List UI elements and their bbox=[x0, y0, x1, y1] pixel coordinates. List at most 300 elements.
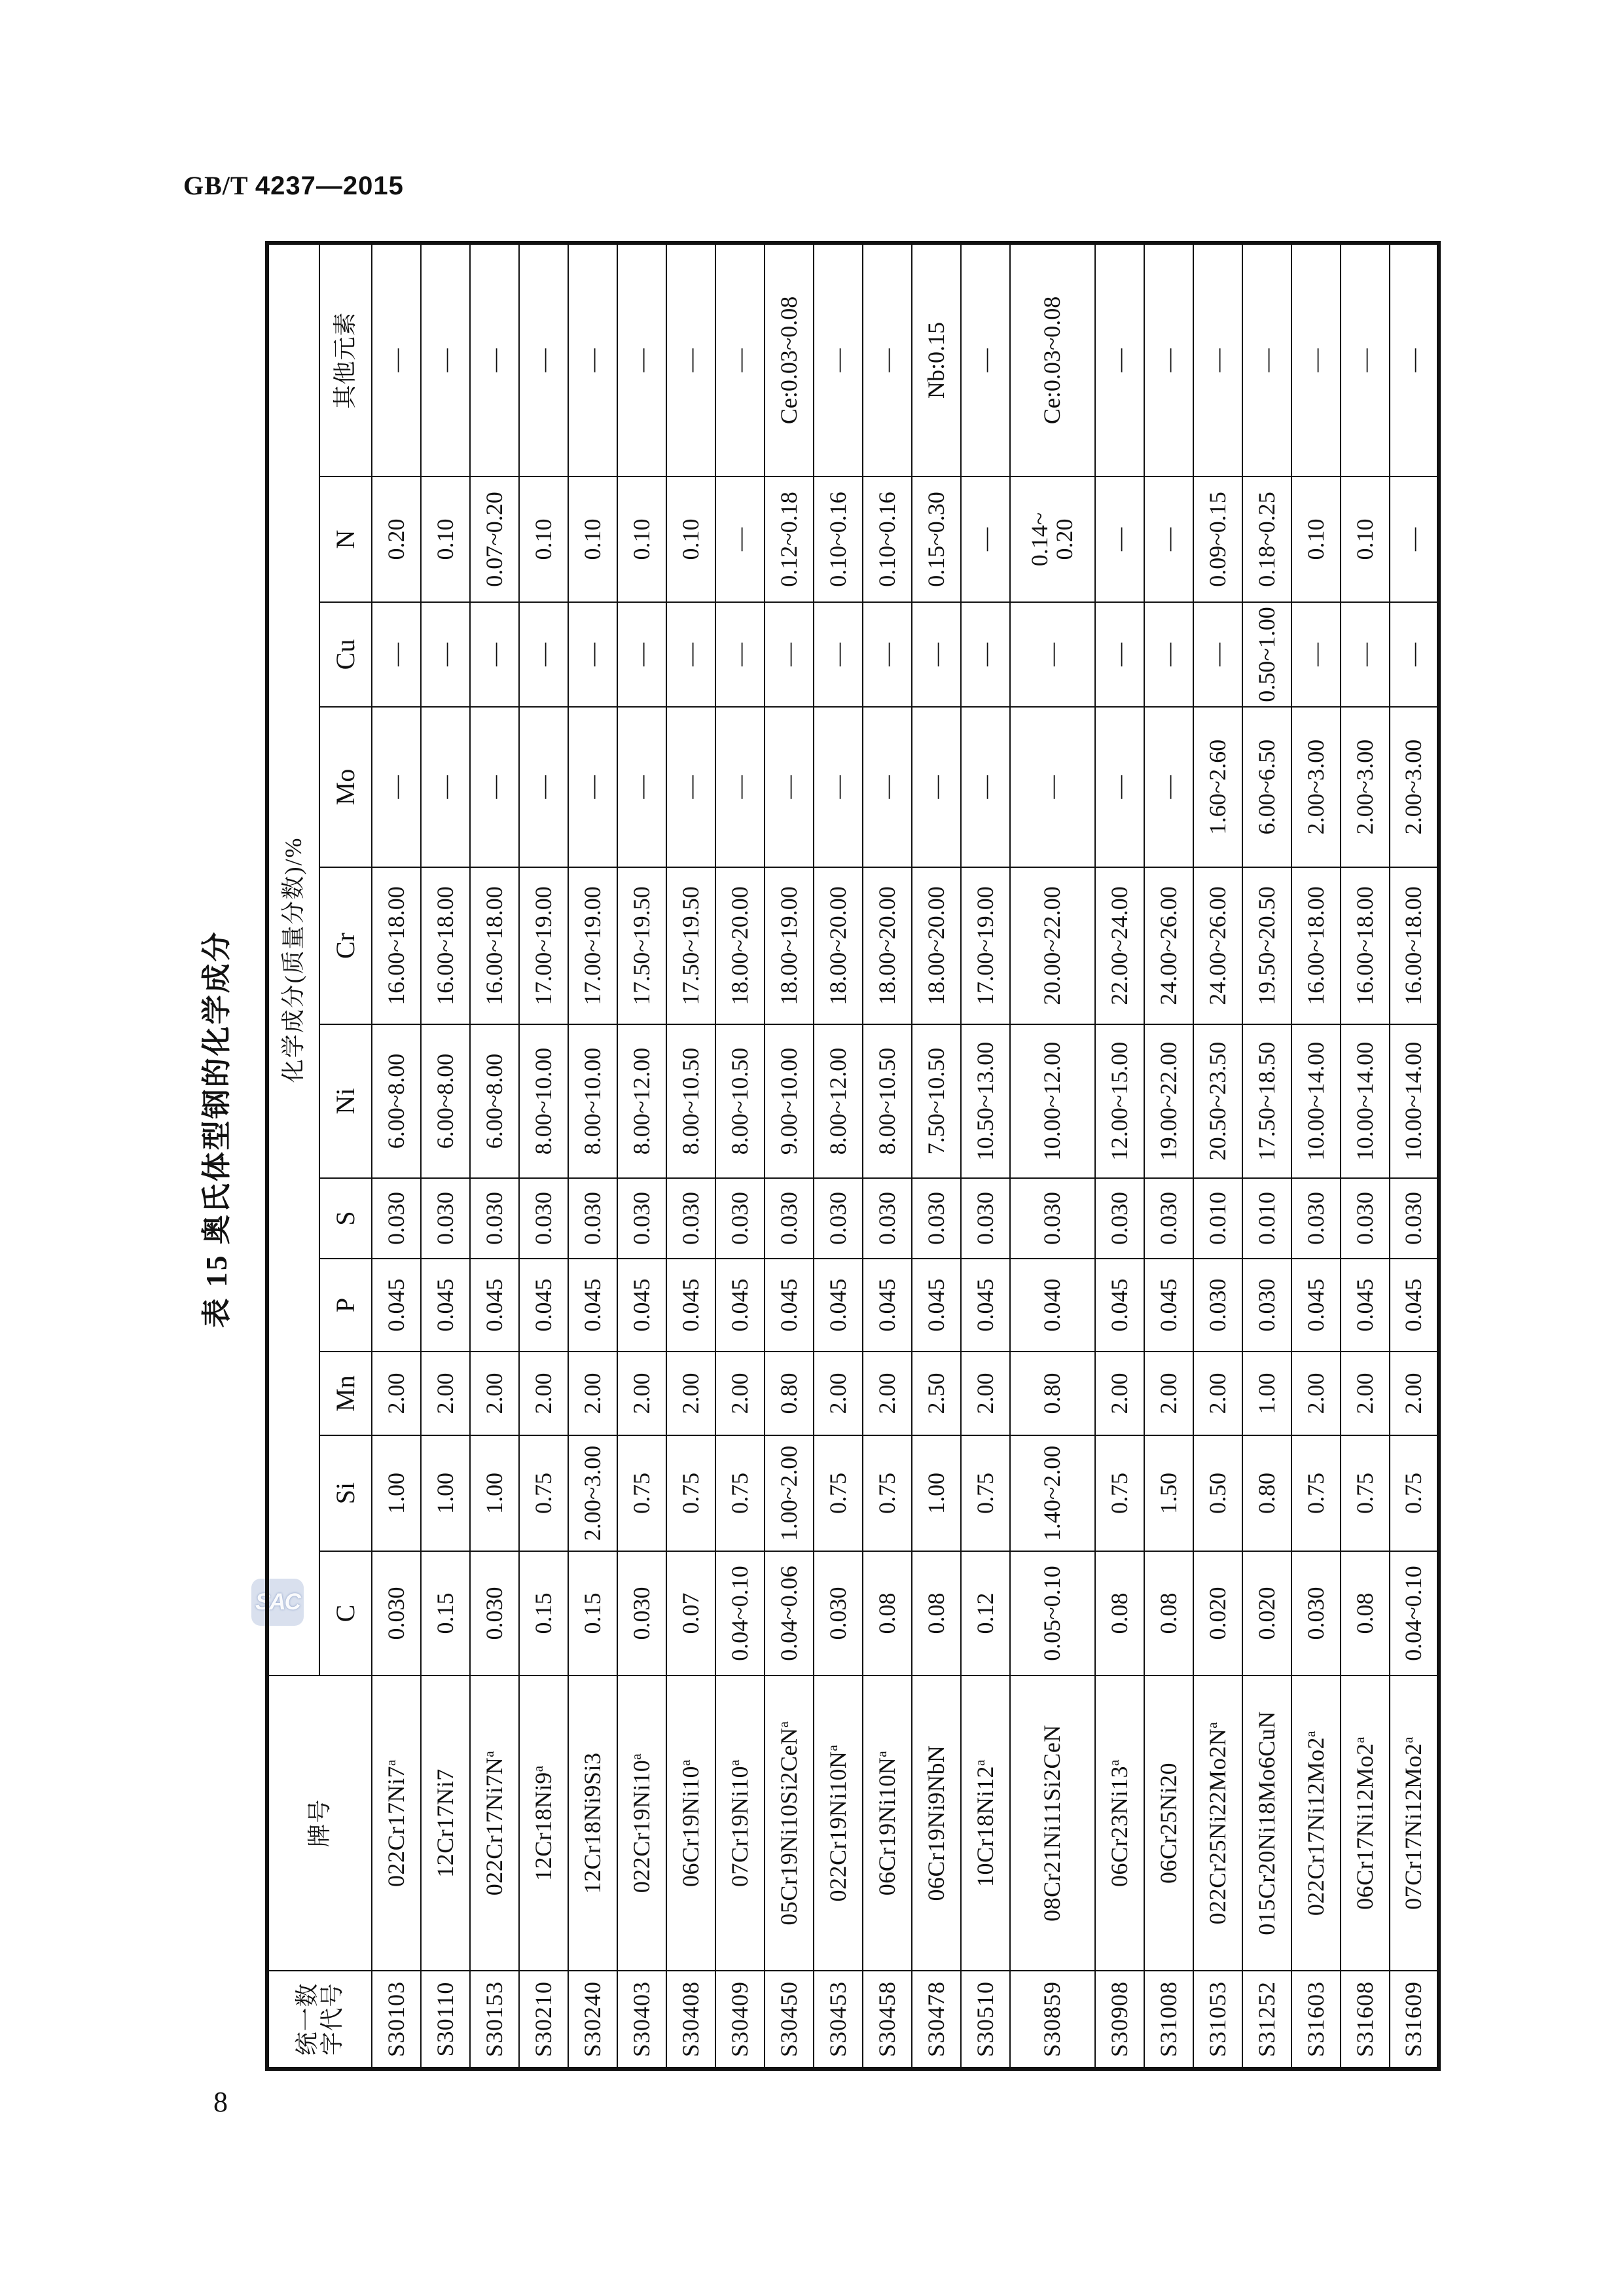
value-cell-P: 0.045 bbox=[715, 1259, 765, 1352]
value-cell-Cu: — bbox=[617, 602, 666, 707]
table-row-S30478 bbox=[912, 243, 961, 2069]
value-cell-Mo: — bbox=[765, 707, 814, 867]
value-cell-其他元素: — bbox=[1144, 243, 1193, 476]
value-cell-Ni: 10.50~13.00 bbox=[961, 1024, 1010, 1178]
value-cell-C: 0.15 bbox=[519, 1551, 568, 1676]
value-cell-C: 0.030 bbox=[814, 1551, 863, 1676]
grade-cell: 022Cr17Ni12Mo2$^a$ bbox=[1291, 1676, 1341, 1971]
grade-cell: 12Cr18Ni9$^a$ bbox=[519, 1676, 568, 1971]
value-cell-Mo: — bbox=[912, 707, 961, 867]
value-cell-N: 0.10~0.16 bbox=[863, 476, 912, 602]
value-cell-Si: 0.75 bbox=[961, 1435, 1010, 1551]
value-cell-C: 0.08 bbox=[1341, 1551, 1390, 1676]
grade-cell: 05Cr19Ni10Si2CeN$^a$ bbox=[765, 1676, 814, 1971]
table-row-S31008 bbox=[1144, 243, 1193, 2069]
value-cell-Si: 1.50 bbox=[1144, 1435, 1193, 1551]
value-cell-C: 0.15 bbox=[568, 1551, 617, 1676]
value-cell-Mo: 2.00~3.00 bbox=[1291, 707, 1341, 867]
value-cell-P: 0.045 bbox=[421, 1259, 470, 1352]
value-cell-Mn: 2.00 bbox=[863, 1352, 912, 1435]
value-cell-N: 0.09~0.15 bbox=[1193, 476, 1242, 602]
grade-cell: 12Cr18Ni9Si3 bbox=[568, 1676, 617, 1971]
value-cell-Cr: 16.00~18.00 bbox=[1341, 867, 1390, 1024]
value-cell-N: 0.10 bbox=[1341, 476, 1390, 602]
unified-code-cell: S30210 bbox=[519, 1971, 568, 2069]
footnote-marker: a bbox=[824, 1744, 840, 1751]
unified-code-cell: S30403 bbox=[617, 1971, 666, 2069]
value-cell-C: 0.15 bbox=[421, 1551, 470, 1676]
unified-code-cell: S31603 bbox=[1291, 1971, 1341, 2069]
footnote-marker: a bbox=[775, 1721, 791, 1728]
value-cell-N: 0.10~0.16 bbox=[814, 476, 863, 602]
value-cell-N: 0.10 bbox=[666, 476, 715, 602]
value-cell-Cu: — bbox=[765, 602, 814, 707]
grade-cell: 08Cr21Ni11Si2CeN bbox=[1010, 1676, 1095, 1971]
unified-code-cell: S30458 bbox=[863, 1971, 912, 2069]
footnote-marker: a bbox=[677, 1759, 693, 1767]
value-cell-Mn: 2.00 bbox=[1095, 1352, 1144, 1435]
value-cell-其他元素: — bbox=[961, 243, 1010, 476]
value-cell-Si: 0.75 bbox=[715, 1435, 765, 1551]
value-cell-Mn: 2.00 bbox=[470, 1352, 519, 1435]
value-cell-其他元素: — bbox=[666, 243, 715, 476]
value-cell-N: 0.10 bbox=[519, 476, 568, 602]
value-cell-Cr: 16.00~18.00 bbox=[1291, 867, 1341, 1024]
value-cell-C: 0.08 bbox=[1144, 1551, 1193, 1676]
value-cell-S: 0.030 bbox=[1390, 1178, 1439, 1259]
value-cell-Ni: 10.00~12.00 bbox=[1010, 1024, 1095, 1178]
value-cell-N: — bbox=[961, 476, 1010, 602]
value-cell-Ni: 8.00~10.00 bbox=[519, 1024, 568, 1178]
value-cell-Si: 0.75 bbox=[1341, 1435, 1390, 1551]
table-row-S31608 bbox=[1341, 243, 1390, 2069]
value-cell-其他元素: — bbox=[421, 243, 470, 476]
table-row-S30408 bbox=[666, 243, 715, 2069]
value-cell-Mo: — bbox=[814, 707, 863, 867]
value-cell-Ni: 6.00~8.00 bbox=[421, 1024, 470, 1178]
value-cell-Cr: 24.00~26.00 bbox=[1193, 867, 1242, 1024]
value-cell-Mn: 1.00 bbox=[1242, 1352, 1291, 1435]
value-cell-其他元素: — bbox=[568, 243, 617, 476]
value-cell-Mo: 2.00~3.00 bbox=[1341, 707, 1390, 867]
value-cell-C: 0.08 bbox=[912, 1551, 961, 1676]
grade-cell: 07Cr19Ni10$^a$ bbox=[715, 1676, 765, 1971]
value-cell-Ni: 10.00~14.00 bbox=[1291, 1024, 1341, 1178]
value-cell-Ni: 17.50~18.50 bbox=[1242, 1024, 1291, 1178]
footnote-marker: a bbox=[971, 1759, 988, 1767]
footnote-marker: a bbox=[382, 1759, 399, 1767]
value-cell-Cu: — bbox=[715, 602, 765, 707]
value-cell-Si: 0.75 bbox=[814, 1435, 863, 1551]
value-cell-Cr: 18.00~20.00 bbox=[814, 867, 863, 1024]
value-cell-Ni: 8.00~10.50 bbox=[863, 1024, 912, 1178]
table-row-S30153 bbox=[470, 243, 519, 2069]
value-cell-Cu: — bbox=[814, 602, 863, 707]
unified-code-cell: S31008 bbox=[1144, 1971, 1193, 2069]
value-cell-Cu: — bbox=[863, 602, 912, 707]
value-cell-S: 0.030 bbox=[666, 1178, 715, 1259]
value-cell-Cu: — bbox=[1144, 602, 1193, 707]
value-cell-Mn: 2.00 bbox=[814, 1352, 863, 1435]
composition-table bbox=[265, 241, 1441, 2071]
value-cell-其他元素: — bbox=[1242, 243, 1291, 476]
footnote-marker: a bbox=[873, 1750, 890, 1757]
value-cell-Ni: 6.00~8.00 bbox=[470, 1024, 519, 1178]
value-cell-C: 0.030 bbox=[1291, 1551, 1341, 1676]
value-cell-其他元素: — bbox=[1341, 243, 1390, 476]
value-cell-其他元素: — bbox=[470, 243, 519, 476]
table-row-S31603 bbox=[1291, 243, 1341, 2069]
unified-code-cell: S31053 bbox=[1193, 1971, 1242, 2069]
value-cell-S: 0.030 bbox=[765, 1178, 814, 1259]
value-cell-Cu: — bbox=[1095, 602, 1144, 707]
value-cell-N: 0.10 bbox=[568, 476, 617, 602]
table-row-S30510 bbox=[961, 243, 1010, 2069]
value-cell-S: 0.030 bbox=[863, 1178, 912, 1259]
value-cell-P: 0.045 bbox=[1390, 1259, 1439, 1352]
unified-code-cell: S30153 bbox=[470, 1971, 519, 2069]
grade-cell: 015Cr20Ni18Mo6CuN bbox=[1242, 1676, 1291, 1971]
table-row-S30210 bbox=[519, 243, 568, 2069]
value-cell-Cr: 19.50~20.50 bbox=[1242, 867, 1291, 1024]
value-cell-S: 0.030 bbox=[814, 1178, 863, 1259]
value-cell-N: 0.20 bbox=[372, 476, 421, 602]
value-cell-Mo: — bbox=[666, 707, 715, 867]
grade-cell: $06Cr19Ni10N^a$ bbox=[863, 1676, 912, 1971]
value-cell-Si: 0.75 bbox=[1095, 1435, 1144, 1551]
value-cell-P: 0.045 bbox=[1144, 1259, 1193, 1352]
unified-code-cell: S30409 bbox=[715, 1971, 765, 2069]
grade-cell: 022Cr19Ni10$^a$ bbox=[617, 1676, 666, 1971]
value-cell-P: 0.030 bbox=[1242, 1259, 1291, 1352]
footnote-marker: a bbox=[726, 1759, 742, 1767]
grade-cell: 06Cr19Ni9NbN bbox=[912, 1676, 961, 1971]
value-cell-Mo: — bbox=[1095, 707, 1144, 867]
value-cell-其他元素: — bbox=[519, 243, 568, 476]
value-cell-Cu: — bbox=[519, 602, 568, 707]
value-cell-P: 0.045 bbox=[372, 1259, 421, 1352]
value-cell-Ni: 8.00~10.50 bbox=[715, 1024, 765, 1178]
value-cell-N: 0.10 bbox=[617, 476, 666, 602]
value-cell-Si: 1.00~2.00 bbox=[765, 1435, 814, 1551]
value-cell-Mn: 2.00 bbox=[1291, 1352, 1341, 1435]
value-cell-S: 0.030 bbox=[1010, 1178, 1095, 1259]
value-cell-N: — bbox=[1095, 476, 1144, 602]
value-cell-S: 0.030 bbox=[715, 1178, 765, 1259]
unified-code-cell: S30510 bbox=[961, 1971, 1010, 2069]
value-cell-Cr: 17.00~19.00 bbox=[519, 867, 568, 1024]
footnote-marker: a bbox=[1351, 1736, 1367, 1744]
grade-cell: $022Cr17Ni7N^a$ bbox=[470, 1676, 519, 1971]
value-cell-Mn: 2.00 bbox=[1144, 1352, 1193, 1435]
table-row-S30403 bbox=[617, 243, 666, 2069]
column-header-element-Cu: Cu bbox=[319, 602, 372, 707]
grade-cell: 06Cr19Ni10$^a$ bbox=[666, 1676, 715, 1971]
value-cell-N: 0.10 bbox=[1291, 476, 1341, 602]
value-cell-P: 0.045 bbox=[617, 1259, 666, 1352]
value-cell-P: 0.045 bbox=[1341, 1259, 1390, 1352]
value-cell-C: 0.08 bbox=[863, 1551, 912, 1676]
rotated-table-region bbox=[265, 245, 1435, 2072]
value-cell-Si: 1.40~2.00 bbox=[1010, 1435, 1095, 1551]
value-cell-S: 0.030 bbox=[372, 1178, 421, 1259]
value-cell-Mo: — bbox=[1144, 707, 1193, 867]
value-cell-S: 0.030 bbox=[1144, 1178, 1193, 1259]
value-cell-Si: 1.00 bbox=[421, 1435, 470, 1551]
value-cell-Mn: 0.80 bbox=[1010, 1352, 1095, 1435]
footnote-marker: a bbox=[1302, 1730, 1318, 1738]
value-cell-其他元素: — bbox=[1095, 243, 1144, 476]
value-cell-Cr: 17.00~19.00 bbox=[568, 867, 617, 1024]
value-cell-N: 0.07~0.20 bbox=[470, 476, 519, 602]
value-cell-其他元素: — bbox=[715, 243, 765, 476]
value-cell-Si: 1.00 bbox=[470, 1435, 519, 1551]
value-cell-S: 0.030 bbox=[519, 1178, 568, 1259]
value-cell-Si: 1.00 bbox=[912, 1435, 961, 1551]
table-row-S30409 bbox=[715, 243, 765, 2069]
value-cell-C: 0.030 bbox=[372, 1551, 421, 1676]
value-cell-其他元素: — bbox=[617, 243, 666, 476]
value-cell-P: 0.045 bbox=[568, 1259, 617, 1352]
value-cell-Mo: — bbox=[421, 707, 470, 867]
value-cell-C: 0.05~0.10 bbox=[1010, 1551, 1095, 1676]
value-cell-Mo: 1.60~2.60 bbox=[1193, 707, 1242, 867]
value-cell-Mn: 2.00 bbox=[666, 1352, 715, 1435]
grade-cell: 022Cr17Ni7$^a$ bbox=[372, 1676, 421, 1971]
value-cell-Cr: 22.00~24.00 bbox=[1095, 867, 1144, 1024]
column-header-element-C: C bbox=[319, 1551, 372, 1676]
value-cell-其他元素: — bbox=[1291, 243, 1341, 476]
value-cell-N: — bbox=[1390, 476, 1439, 602]
value-cell-Ni: 10.00~14.00 bbox=[1341, 1024, 1390, 1178]
unified-code-cell: S30408 bbox=[666, 1971, 715, 2069]
unified-code-cell: S30103 bbox=[372, 1971, 421, 2069]
value-cell-S: 0.010 bbox=[1193, 1178, 1242, 1259]
value-cell-Cr: 16.00~18.00 bbox=[421, 867, 470, 1024]
value-cell-P: 0.045 bbox=[863, 1259, 912, 1352]
value-cell-C: 0.07 bbox=[666, 1551, 715, 1676]
value-cell-Cu: — bbox=[1341, 602, 1390, 707]
unified-code-cell: S31608 bbox=[1341, 1971, 1390, 2069]
unified-code-cell: S30859 bbox=[1010, 1971, 1095, 2069]
footnote-marker: a bbox=[1399, 1736, 1416, 1744]
value-cell-Ni: 20.50~23.50 bbox=[1193, 1024, 1242, 1178]
footnote-marker: a bbox=[1204, 1721, 1220, 1729]
value-cell-N: 0.15~0.30 bbox=[912, 476, 961, 602]
grade-cell: 10Cr18Ni12$^a$ bbox=[961, 1676, 1010, 1971]
column-header-element-其他元素: 其他元素 bbox=[319, 243, 372, 476]
value-cell-Mo: — bbox=[715, 707, 765, 867]
value-cell-Si: 2.00~3.00 bbox=[568, 1435, 617, 1551]
table-row-S31252 bbox=[1242, 243, 1291, 2069]
value-cell-S: 0.030 bbox=[961, 1178, 1010, 1259]
value-cell-C: 0.04~0.10 bbox=[715, 1551, 765, 1676]
value-cell-N: 0.10 bbox=[421, 476, 470, 602]
column-header-element-Ni: Ni bbox=[319, 1024, 372, 1178]
value-cell-Cr: 24.00~26.00 bbox=[1144, 867, 1193, 1024]
value-cell-Si: 0.75 bbox=[1291, 1435, 1341, 1551]
value-cell-S: 0.030 bbox=[568, 1178, 617, 1259]
value-cell-Cr: 16.00~18.00 bbox=[1390, 867, 1439, 1024]
value-cell-P: 0.045 bbox=[814, 1259, 863, 1352]
value-cell-Ni: 9.00~10.00 bbox=[765, 1024, 814, 1178]
value-cell-C: 0.020 bbox=[1193, 1551, 1242, 1676]
value-cell-S: 0.030 bbox=[1291, 1178, 1341, 1259]
value-cell-其他元素: — bbox=[863, 243, 912, 476]
column-header-unified-code: 统一数 字代号 bbox=[267, 1971, 372, 2069]
value-cell-S: 0.030 bbox=[617, 1178, 666, 1259]
value-cell-Cr: 17.00~19.00 bbox=[961, 867, 1010, 1024]
value-cell-Mn: 2.00 bbox=[1341, 1352, 1390, 1435]
value-cell-Mn: 2.00 bbox=[961, 1352, 1010, 1435]
unified-code-cell: S30110 bbox=[421, 1971, 470, 2069]
value-cell-Mo: 6.00~6.50 bbox=[1242, 707, 1291, 867]
value-cell-Mo: 2.00~3.00 bbox=[1390, 707, 1439, 867]
table-row-S30859 bbox=[1010, 243, 1095, 2069]
value-cell-其他元素: — bbox=[372, 243, 421, 476]
unified-code-cell: S30453 bbox=[814, 1971, 863, 2069]
value-cell-Cu: — bbox=[372, 602, 421, 707]
value-cell-P: 0.030 bbox=[1193, 1259, 1242, 1352]
value-cell-其他元素: — bbox=[814, 243, 863, 476]
value-cell-Mo: — bbox=[863, 707, 912, 867]
table-row-S31609 bbox=[1390, 243, 1439, 2069]
grade-cell: 06Cr25Ni20 bbox=[1144, 1676, 1193, 1971]
value-cell-其他元素: Ce:0.03~0.08 bbox=[765, 243, 814, 476]
value-cell-Mn: 0.80 bbox=[765, 1352, 814, 1435]
unified-code-cell: S30908 bbox=[1095, 1971, 1144, 2069]
value-cell-N: 0.14~ 0.20 bbox=[1010, 476, 1095, 602]
value-cell-Mo: — bbox=[372, 707, 421, 867]
value-cell-Mo: — bbox=[519, 707, 568, 867]
value-cell-Ni: 6.00~8.00 bbox=[372, 1024, 421, 1178]
value-cell-Cr: 18.00~19.00 bbox=[765, 867, 814, 1024]
value-cell-Ni: 8.00~12.00 bbox=[814, 1024, 863, 1178]
column-header-chemical-composition: 化学成分(质量分数)/% bbox=[267, 243, 319, 1676]
value-cell-Si: 1.00 bbox=[372, 1435, 421, 1551]
value-cell-Cr: 17.50~19.50 bbox=[666, 867, 715, 1024]
standard-code-prefix: GB/T bbox=[183, 171, 255, 200]
value-cell-S: 0.030 bbox=[912, 1178, 961, 1259]
column-header-element-S: S bbox=[319, 1178, 372, 1259]
value-cell-P: 0.045 bbox=[470, 1259, 519, 1352]
value-cell-C: 0.030 bbox=[470, 1551, 519, 1676]
value-cell-P: 0.045 bbox=[1291, 1259, 1341, 1352]
value-cell-Cr: 20.00~22.00 bbox=[1010, 867, 1095, 1024]
value-cell-Cu: — bbox=[1291, 602, 1341, 707]
value-cell-P: 0.045 bbox=[912, 1259, 961, 1352]
unified-code-cell: S30240 bbox=[568, 1971, 617, 2069]
rotated-table-inner bbox=[265, 245, 1437, 2071]
column-header-element-N: N bbox=[319, 476, 372, 602]
value-cell-Si: 0.80 bbox=[1242, 1435, 1291, 1551]
value-cell-S: 0.030 bbox=[1095, 1178, 1144, 1259]
grade-cell: 07Cr17Ni12Mo2$^a$ bbox=[1390, 1676, 1439, 1971]
value-cell-Si: 0.75 bbox=[1390, 1435, 1439, 1551]
table-row-S30240 bbox=[568, 243, 617, 2069]
value-cell-S: 0.030 bbox=[1341, 1178, 1390, 1259]
value-cell-Ni: 8.00~10.00 bbox=[568, 1024, 617, 1178]
value-cell-C: 0.04~0.10 bbox=[1390, 1551, 1439, 1676]
value-cell-Si: 0.75 bbox=[519, 1435, 568, 1551]
value-cell-Cu: — bbox=[1010, 602, 1095, 707]
value-cell-Ni: 12.00~15.00 bbox=[1095, 1024, 1144, 1178]
value-cell-P: 0.045 bbox=[961, 1259, 1010, 1352]
standard-code-number: 4237—2015 bbox=[255, 171, 404, 200]
value-cell-Mn: 2.00 bbox=[372, 1352, 421, 1435]
value-cell-Cr: 16.00~18.00 bbox=[372, 867, 421, 1024]
grade-cell: $022Cr19Ni10N^a$ bbox=[814, 1676, 863, 1971]
grade-cell: 12Cr17Ni7 bbox=[421, 1676, 470, 1971]
table-row-S31053 bbox=[1193, 243, 1242, 2069]
grade-cell: 06Cr17Ni12Mo2$^a$ bbox=[1341, 1676, 1390, 1971]
value-cell-C: 0.020 bbox=[1242, 1551, 1291, 1676]
value-cell-Si: 0.75 bbox=[863, 1435, 912, 1551]
value-cell-Cu: — bbox=[1193, 602, 1242, 707]
value-cell-Cr: 17.50~19.50 bbox=[617, 867, 666, 1024]
value-cell-S: 0.030 bbox=[470, 1178, 519, 1259]
value-cell-Mo: — bbox=[568, 707, 617, 867]
grade-cell: 06Cr23Ni13$^a$ bbox=[1095, 1676, 1144, 1971]
unified-code-cell: S30478 bbox=[912, 1971, 961, 2069]
sac-watermark-text: SAC bbox=[255, 1589, 300, 1615]
value-cell-N: 0.12~0.18 bbox=[765, 476, 814, 602]
value-cell-Cr: 18.00~20.00 bbox=[863, 867, 912, 1024]
table-row-S30908 bbox=[1095, 243, 1144, 2069]
value-cell-N: — bbox=[1144, 476, 1193, 602]
column-header-element-Mn: Mn bbox=[319, 1352, 372, 1435]
value-cell-Cu: — bbox=[568, 602, 617, 707]
value-cell-Cu: — bbox=[470, 602, 519, 707]
footnote-marker: a bbox=[480, 1750, 497, 1757]
value-cell-N: — bbox=[715, 476, 765, 602]
value-cell-其他元素: — bbox=[1390, 243, 1439, 476]
value-cell-P: 0.045 bbox=[666, 1259, 715, 1352]
table-title-rotated bbox=[194, 884, 233, 1374]
unified-code-cell: S31609 bbox=[1390, 1971, 1439, 2069]
value-cell-Ni: 8.00~10.50 bbox=[666, 1024, 715, 1178]
value-cell-其他元素: Nb:0.15 bbox=[912, 243, 961, 476]
value-cell-其他元素: — bbox=[1193, 243, 1242, 476]
column-header-element-Cr: Cr bbox=[319, 867, 372, 1024]
table-title: 表 15 奥氏体型钢的化学成分 bbox=[200, 930, 233, 1328]
value-cell-C: 0.030 bbox=[617, 1551, 666, 1676]
footnote-marker: a bbox=[628, 1753, 644, 1760]
value-cell-Ni: 10.00~14.00 bbox=[1390, 1024, 1439, 1178]
value-cell-P: 0.045 bbox=[1095, 1259, 1144, 1352]
value-cell-Mo: — bbox=[1010, 707, 1095, 867]
value-cell-Cu: 0.50~1.00 bbox=[1242, 602, 1291, 707]
unified-code-cell: S31252 bbox=[1242, 1971, 1291, 2069]
value-cell-P: 0.045 bbox=[519, 1259, 568, 1352]
value-cell-Mn: 2.00 bbox=[1390, 1352, 1439, 1435]
value-cell-Mn: 2.00 bbox=[617, 1352, 666, 1435]
value-cell-Mn: 2.00 bbox=[519, 1352, 568, 1435]
value-cell-Mn: 2.00 bbox=[1193, 1352, 1242, 1435]
value-cell-Cu: — bbox=[421, 602, 470, 707]
value-cell-其他元素: Ce:0.03~0.08 bbox=[1010, 243, 1095, 476]
column-header-element-Mo: Mo bbox=[319, 707, 372, 867]
value-cell-Mo: — bbox=[961, 707, 1010, 867]
table-row-S30450 bbox=[765, 243, 814, 2069]
footnote-marker: a bbox=[1106, 1759, 1122, 1767]
value-cell-Ni: 8.00~12.00 bbox=[617, 1024, 666, 1178]
value-cell-Si: 0.75 bbox=[617, 1435, 666, 1551]
footnote-marker: a bbox=[530, 1765, 546, 1772]
value-cell-S: 0.010 bbox=[1242, 1178, 1291, 1259]
value-cell-Mn: 2.50 bbox=[912, 1352, 961, 1435]
table-row-S30458 bbox=[863, 243, 912, 2069]
